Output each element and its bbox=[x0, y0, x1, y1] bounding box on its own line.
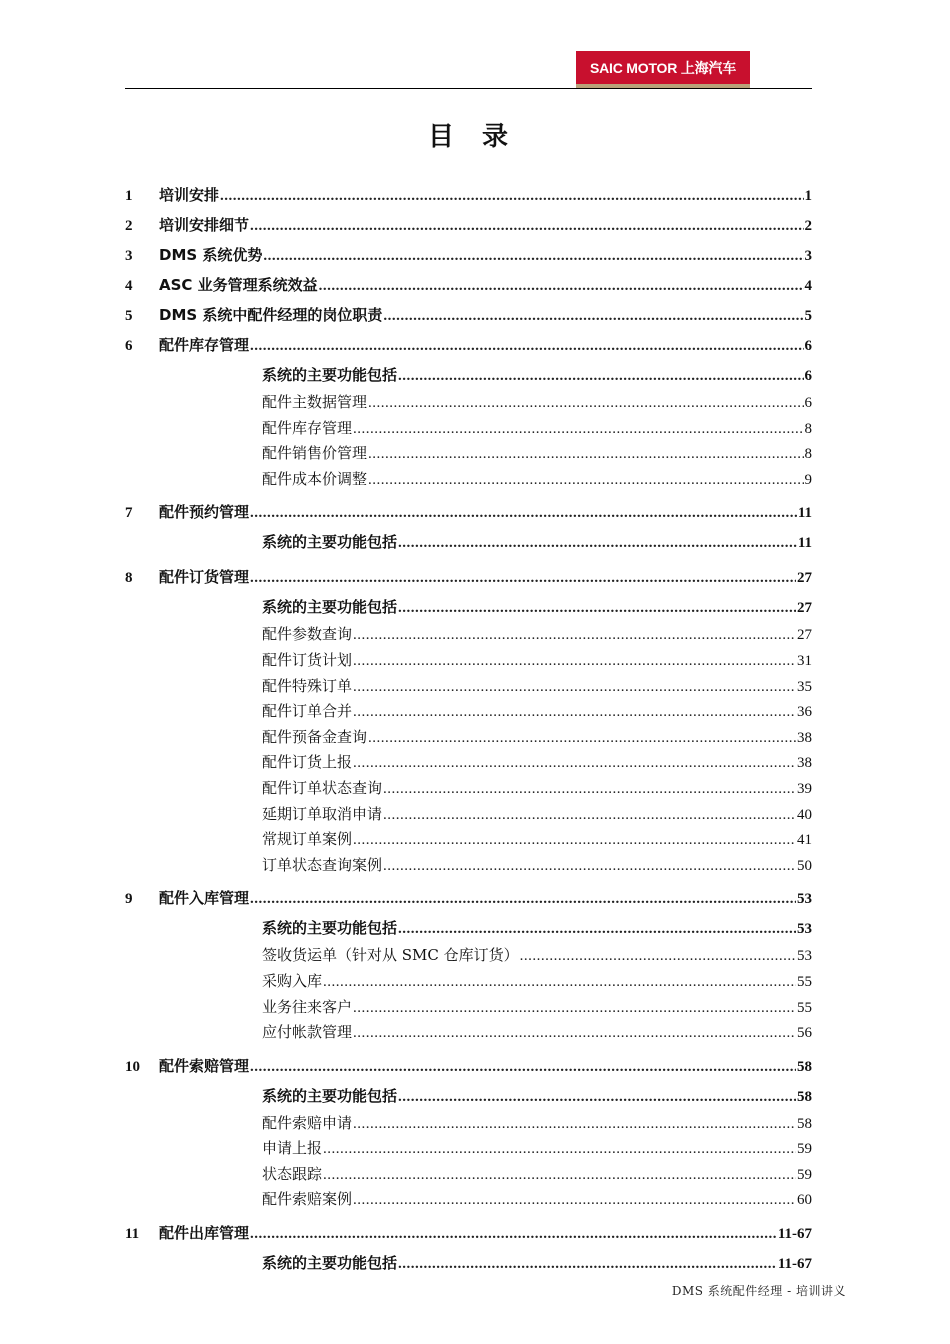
saic-motor-logo: SAIC MOTOR 上海汽车 bbox=[576, 51, 750, 88]
toc-entry-page: 8 bbox=[804, 446, 812, 463]
toc-entry-page: 6 bbox=[804, 338, 812, 354]
toc-entry-title: 配件入库管理 bbox=[159, 889, 250, 908]
toc-entry-number: 6 bbox=[125, 338, 133, 354]
toc-entry-title: 配件订单状态查询 bbox=[262, 778, 383, 797]
dot-leader bbox=[353, 700, 796, 726]
toc-entry-number: 4 bbox=[125, 278, 133, 294]
toc-entry-page: 11 bbox=[797, 535, 812, 552]
dot-leader bbox=[368, 468, 803, 494]
dot-leader bbox=[250, 498, 797, 528]
toc-entry-page: 9 bbox=[804, 471, 812, 488]
dot-leader bbox=[353, 828, 796, 854]
toc-entry-page: 50 bbox=[797, 857, 812, 874]
dot-leader bbox=[398, 593, 796, 623]
toc-subentry[interactable] bbox=[125, 441, 812, 467]
dot-leader bbox=[383, 301, 803, 331]
dot-leader bbox=[220, 181, 803, 211]
toc-entry-number: 10 bbox=[125, 1058, 140, 1075]
toc-entry-page: 53 bbox=[797, 948, 812, 965]
toc-entry-page: 27 bbox=[797, 600, 812, 617]
toc-entry-title: 配件特殊订单 bbox=[262, 676, 353, 695]
dot-leader bbox=[353, 1112, 796, 1138]
dot-leader bbox=[398, 361, 803, 391]
toc-entry-page: 58 bbox=[797, 1088, 812, 1105]
dot-leader bbox=[353, 1021, 796, 1047]
dot-leader bbox=[353, 675, 796, 701]
toc-entry-title: 配件索赔案例 bbox=[262, 1190, 353, 1209]
dot-leader bbox=[323, 970, 796, 996]
toc-entry-title: 配件销售价管理 bbox=[262, 444, 368, 463]
toc-entry-page: 58 bbox=[797, 1115, 812, 1132]
toc-entry-title: 配件预备金查询 bbox=[262, 727, 368, 746]
toc-entry-page: 11-67 bbox=[777, 1256, 812, 1273]
toc-entry-number: 5 bbox=[125, 308, 133, 324]
dot-leader bbox=[323, 1137, 796, 1163]
dot-leader bbox=[353, 623, 796, 649]
dot-leader bbox=[250, 211, 803, 241]
toc-entry[interactable] bbox=[125, 240, 812, 270]
toc-subentry[interactable] bbox=[125, 1248, 812, 1278]
toc-entry-title: 采购入库 bbox=[262, 971, 323, 990]
toc-entry-number: 11 bbox=[125, 1226, 140, 1243]
toc-entry[interactable] bbox=[125, 497, 812, 527]
toc-entry-page: 1 bbox=[804, 188, 812, 204]
header-divider bbox=[125, 88, 812, 89]
toc-entry-page: 11-67 bbox=[777, 1226, 812, 1243]
toc-entry[interactable] bbox=[125, 1051, 812, 1081]
toc-entry[interactable] bbox=[125, 562, 812, 592]
dot-leader bbox=[250, 884, 796, 914]
dot-leader bbox=[353, 417, 803, 443]
toc-entry-page: 11 bbox=[797, 505, 812, 522]
toc-entry-title: DMS 系统优势 bbox=[159, 246, 263, 264]
toc-entry-page: 38 bbox=[797, 729, 812, 746]
dot-leader bbox=[250, 331, 803, 361]
dot-leader bbox=[323, 1163, 796, 1189]
toc-entry-page: 60 bbox=[797, 1192, 812, 1209]
dot-leader bbox=[250, 563, 796, 593]
toc-entry-number: 3 bbox=[125, 248, 133, 264]
toc-entry[interactable] bbox=[125, 210, 812, 240]
dot-leader bbox=[383, 803, 796, 829]
toc-entry-page: 55 bbox=[797, 973, 812, 990]
toc-entry-title: 配件预约管理 bbox=[159, 503, 250, 522]
toc-entry-number: 8 bbox=[125, 570, 133, 587]
toc-subentry[interactable] bbox=[125, 827, 812, 853]
toc-entry[interactable] bbox=[125, 300, 812, 330]
toc-entry[interactable] bbox=[125, 330, 812, 360]
dot-leader bbox=[319, 271, 804, 301]
toc-entry-page: 4 bbox=[804, 278, 812, 294]
toc-entry-title: 配件参数查询 bbox=[262, 625, 353, 644]
toc-subentry[interactable] bbox=[125, 969, 812, 995]
toc-subentry[interactable] bbox=[125, 943, 812, 969]
toc-subentry[interactable] bbox=[125, 674, 812, 700]
toc-subentry[interactable] bbox=[125, 1081, 812, 1111]
toc-entry-title: 系统的主要功能包括 bbox=[262, 366, 398, 384]
toc-subentry[interactable] bbox=[125, 1187, 812, 1213]
toc-entry[interactable] bbox=[125, 883, 812, 913]
dot-leader bbox=[353, 649, 796, 675]
toc-subentry[interactable] bbox=[125, 416, 812, 442]
toc-entry-page: 5 bbox=[804, 308, 812, 324]
toc-subentry[interactable] bbox=[125, 1162, 812, 1188]
toc-entry-page: 3 bbox=[804, 248, 812, 264]
toc-entry-title: 订单状态查询案例 bbox=[262, 855, 383, 874]
dot-leader bbox=[383, 777, 796, 803]
toc-entry-page: 55 bbox=[797, 999, 812, 1016]
toc-entry-title: 配件订单合并 bbox=[262, 702, 353, 721]
toc-entry-title: 系统的主要功能包括 bbox=[262, 598, 398, 617]
toc-entry-title: 业务往来客户 bbox=[262, 997, 353, 1016]
toc-subentry[interactable] bbox=[125, 725, 812, 751]
toc-entry-number: 7 bbox=[125, 505, 133, 522]
toc-entry-page: 8 bbox=[804, 420, 812, 437]
dot-leader bbox=[250, 1052, 796, 1082]
toc-entry[interactable] bbox=[125, 1218, 812, 1248]
toc-entry-page: 58 bbox=[797, 1058, 812, 1075]
dot-leader bbox=[398, 528, 797, 558]
toc-entry-page: 56 bbox=[797, 1025, 812, 1042]
toc-entry-page: 27 bbox=[797, 627, 812, 644]
toc-entry-title: 配件订货管理 bbox=[159, 568, 250, 587]
toc-subentry[interactable] bbox=[125, 802, 812, 828]
toc-entry-page: 36 bbox=[797, 704, 812, 721]
dot-leader bbox=[398, 1082, 796, 1112]
toc-entry-page: 59 bbox=[797, 1166, 812, 1183]
toc-subentry[interactable] bbox=[125, 776, 812, 802]
dot-leader bbox=[353, 1188, 796, 1214]
dot-leader bbox=[368, 726, 796, 752]
dot-leader bbox=[398, 914, 796, 944]
toc-entry-title: 应付帐款管理 bbox=[262, 1023, 353, 1042]
dot-leader bbox=[383, 854, 796, 880]
toc-entry-page: 39 bbox=[797, 780, 812, 797]
toc-entry-number: 9 bbox=[125, 891, 133, 908]
toc-entry-page: 41 bbox=[797, 832, 812, 849]
toc-entry-title: 培训安排 bbox=[159, 186, 220, 204]
toc-subentry[interactable] bbox=[125, 592, 812, 622]
toc-subentry[interactable] bbox=[125, 750, 812, 776]
toc-subentry[interactable] bbox=[125, 527, 812, 557]
toc-subentry[interactable] bbox=[125, 699, 812, 725]
toc-entry-page: 2 bbox=[804, 218, 812, 234]
toc-subentry[interactable] bbox=[125, 853, 812, 879]
toc-entry-page: 40 bbox=[797, 806, 812, 823]
toc-entry-page: 53 bbox=[797, 891, 812, 908]
dot-leader bbox=[353, 751, 796, 777]
toc-entry-title: 培训安排细节 bbox=[159, 216, 250, 234]
toc-entry-title: 配件订货上报 bbox=[262, 753, 353, 772]
toc-entry-title: ASC 业务管理系统效益 bbox=[159, 276, 318, 294]
toc-subentry[interactable] bbox=[125, 1136, 812, 1162]
toc-entry-title: 配件成本价调整 bbox=[262, 469, 368, 488]
toc-entry-page: 27 bbox=[797, 570, 812, 587]
toc-entry-page: 59 bbox=[797, 1141, 812, 1158]
toc-entry-number: 1 bbox=[125, 188, 133, 204]
toc-entry-title: 系统的主要功能包括 bbox=[262, 533, 398, 552]
toc-entry-title: 配件主数据管理 bbox=[262, 393, 368, 411]
toc-entry-title: DMS 系统中配件经理的岗位职责 bbox=[159, 306, 383, 324]
toc-entry-page: 6 bbox=[804, 395, 812, 411]
toc-subentry[interactable] bbox=[125, 1020, 812, 1046]
toc-entry-title: 状态跟踪 bbox=[262, 1164, 323, 1183]
toc-subentry[interactable] bbox=[125, 913, 812, 943]
toc-entry-title: 配件库存管理 bbox=[159, 336, 250, 354]
toc-entry-title: 签收货运单（针对从 SMC 仓库订货） bbox=[262, 946, 519, 965]
toc-entry-number: 2 bbox=[125, 218, 133, 234]
toc-entry-page: 31 bbox=[797, 652, 812, 669]
toc-entry-title: 系统的主要功能包括 bbox=[262, 919, 398, 938]
toc-entry-page: 53 bbox=[797, 921, 812, 938]
toc-subentry[interactable] bbox=[125, 467, 812, 493]
page-title: 目 录 bbox=[427, 122, 509, 152]
dot-leader bbox=[368, 442, 803, 468]
table-of-contents bbox=[125, 180, 812, 1278]
toc-entry-page: 6 bbox=[804, 368, 812, 384]
toc-entry-title: 系统的主要功能包括 bbox=[262, 1254, 398, 1273]
toc-entry-title: 申请上报 bbox=[262, 1139, 323, 1158]
toc-subentry[interactable] bbox=[125, 1111, 812, 1137]
toc-subentry[interactable] bbox=[125, 648, 812, 674]
toc-subentry[interactable] bbox=[125, 622, 812, 648]
dot-leader bbox=[398, 1249, 777, 1279]
toc-entry-title: 配件订货计划 bbox=[262, 650, 353, 669]
toc-subentry[interactable] bbox=[125, 995, 812, 1021]
toc-entry-title: 配件出库管理 bbox=[159, 1224, 250, 1243]
dot-leader bbox=[263, 241, 803, 271]
dot-leader bbox=[520, 944, 796, 970]
toc-subentry[interactable] bbox=[125, 360, 812, 390]
dot-leader bbox=[368, 391, 803, 417]
toc-entry-title: 配件索赔申请 bbox=[262, 1113, 353, 1132]
toc-entry[interactable] bbox=[125, 180, 812, 210]
dot-leader bbox=[353, 996, 796, 1022]
toc-entry-title: 延期订单取消申请 bbox=[262, 804, 383, 823]
dot-leader bbox=[250, 1219, 777, 1249]
toc-entry-page: 35 bbox=[797, 678, 812, 695]
toc-entry-title: 常规订单案例 bbox=[262, 830, 353, 849]
page-footer: DMS 系统配件经理 - 培训讲义 bbox=[671, 1284, 846, 1298]
toc-entry[interactable] bbox=[125, 270, 812, 300]
toc-entry-page: 38 bbox=[797, 755, 812, 772]
toc-entry-title: 配件库存管理 bbox=[262, 418, 353, 437]
toc-subentry[interactable] bbox=[125, 390, 812, 416]
toc-entry-title: 配件索赔管理 bbox=[159, 1056, 250, 1075]
toc-entry-title: 系统的主要功能包括 bbox=[262, 1086, 398, 1105]
